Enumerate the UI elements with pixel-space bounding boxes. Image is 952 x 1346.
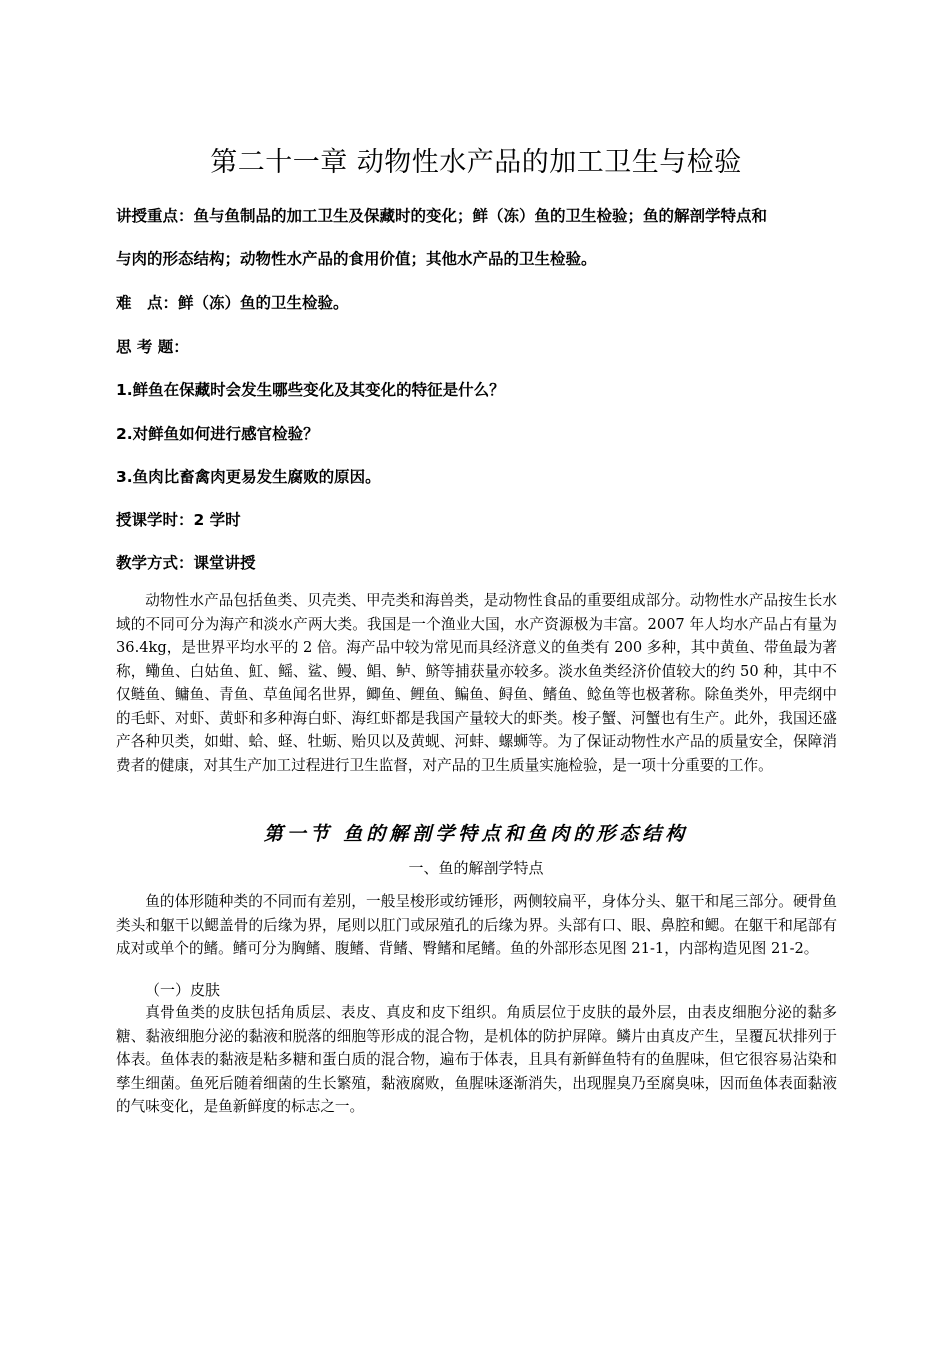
- key-points-line-2: 与肉的形态结构；动物性水产品的食用价值；其他水产品的卫生检验。: [116, 250, 597, 268]
- intro-paragraph: 动物性水产品包括鱼类、贝壳类、甲壳类和海兽类，是动物性食品的重要组成部分。动物性水产品按生长水域的不同可分为海产和淡水产两大类。我国是一个渔业大国，水产资源极为丰富。2007 年人均水产品占有量为 36.4kg，是世界平均水平的 2 倍。海产品中较为常见而具经济意义的鱼类有 200 多种，其中黄鱼、带鱼最为著称，鳓鱼、白姑鱼、魟、鳐、鲨、鳗、鲳、鲈、鲚等捕获量亦较多。淡水鱼类经济价值较大的约 50 种，其中不仅鲢鱼、鳙鱼、青鱼、草鱼闻名世界，鲫鱼、鲤鱼、鳊鱼、鲟鱼、鳍鱼、鲶鱼等也极著称。除鱼类外，甲壳纲中的毛虾、对虾、黄虾和多种海白虾、海红虾都是我国产量较大的虾类。梭子蟹、河蟹也有生产。此外，我国还盛产各种贝类，如蚶、蛤、蛏、牡蛎、贻贝以及黄蚬、河蚌、螺蛳等。为了保证动物性水产品的质量安全，保障消费者的健康，对其生产加工过程进行卫生监督，对产品的卫生质量实施检验，是一项十分重要的工作。: [116, 592, 837, 774]
- question-item-3: 3.鱼肉比畜禽肉更易发生腐败的原因。: [116, 468, 381, 486]
- key-points-line-1: 讲授重点：鱼与鱼制品的加工卫生及保藏时的变化；鲜（冻）鱼的卫生检验；鱼的解剖学特点和: [116, 207, 768, 225]
- teaching-method-line: 教学方式：课堂讲授: [116, 554, 256, 572]
- section-title: 第一节 鱼的解剖学特点和鱼肉的形态结构: [263, 823, 689, 845]
- class-hours-line: 授课学时：2 学时: [116, 511, 241, 529]
- question-item-2: 2.对鲜鱼如何进行感官检验？: [116, 425, 319, 443]
- questions-label: 思 考 题：: [116, 338, 189, 356]
- skin-paragraph: 真骨鱼类的皮肤包括角质层、表皮、真皮和皮下组织。角质层位于皮肤的最外层，由表皮细胞分泌的黏多糖、黏液细胞分泌的黏液和脱落的细胞等形成的混合物，是机体的防护屏障。鳞片由真皮产生，呈覆瓦状排列于体表。鱼体表的黏液是粘多糖和蛋白质的混合物，遍布于体表，且具有新鲜鱼特有的鱼腥味，但它很容易沾染和孳生细菌。鱼死后随着细菌的生长繁殖，黏液腐败，鱼腥味逐渐消失，出现腥臭乃至腐臭味，因而鱼体表面黏液的气味变化，是鱼新鲜度的标志之一。: [116, 1004, 837, 1115]
- subsection-title: 一、鱼的解剖学特点: [408, 859, 544, 877]
- chapter-title: 第二十一章 动物性水产品的加工卫生与检验: [210, 147, 742, 178]
- question-item-1: 1.鲜鱼在保藏时会发生哪些变化及其变化的特征是什么？: [116, 381, 505, 399]
- anatomy-paragraph: 鱼的体形随种类的不同而有差别，一般呈梭形或纺锤形，两侧较扁平，身体分头、躯干和尾三部分。硬骨鱼类头和躯干以鳃盖骨的后缘为界，尾则以肛门或尿殖孔的后缘为界。头部有口、眼、鼻腔和鳃。在躯干和尾部有成对或单个的鳍。鳍可分为胸鳍、腹鳍、背鳍、臀鳍和尾鳍。鱼的外部形态见图 21-1，内部构造见图 21-2。: [116, 893, 837, 957]
- skin-subtitle: （一）皮肤: [145, 981, 221, 999]
- difficulty-line: 难 点：鲜（冻）鱼的卫生检验。: [116, 294, 349, 312]
